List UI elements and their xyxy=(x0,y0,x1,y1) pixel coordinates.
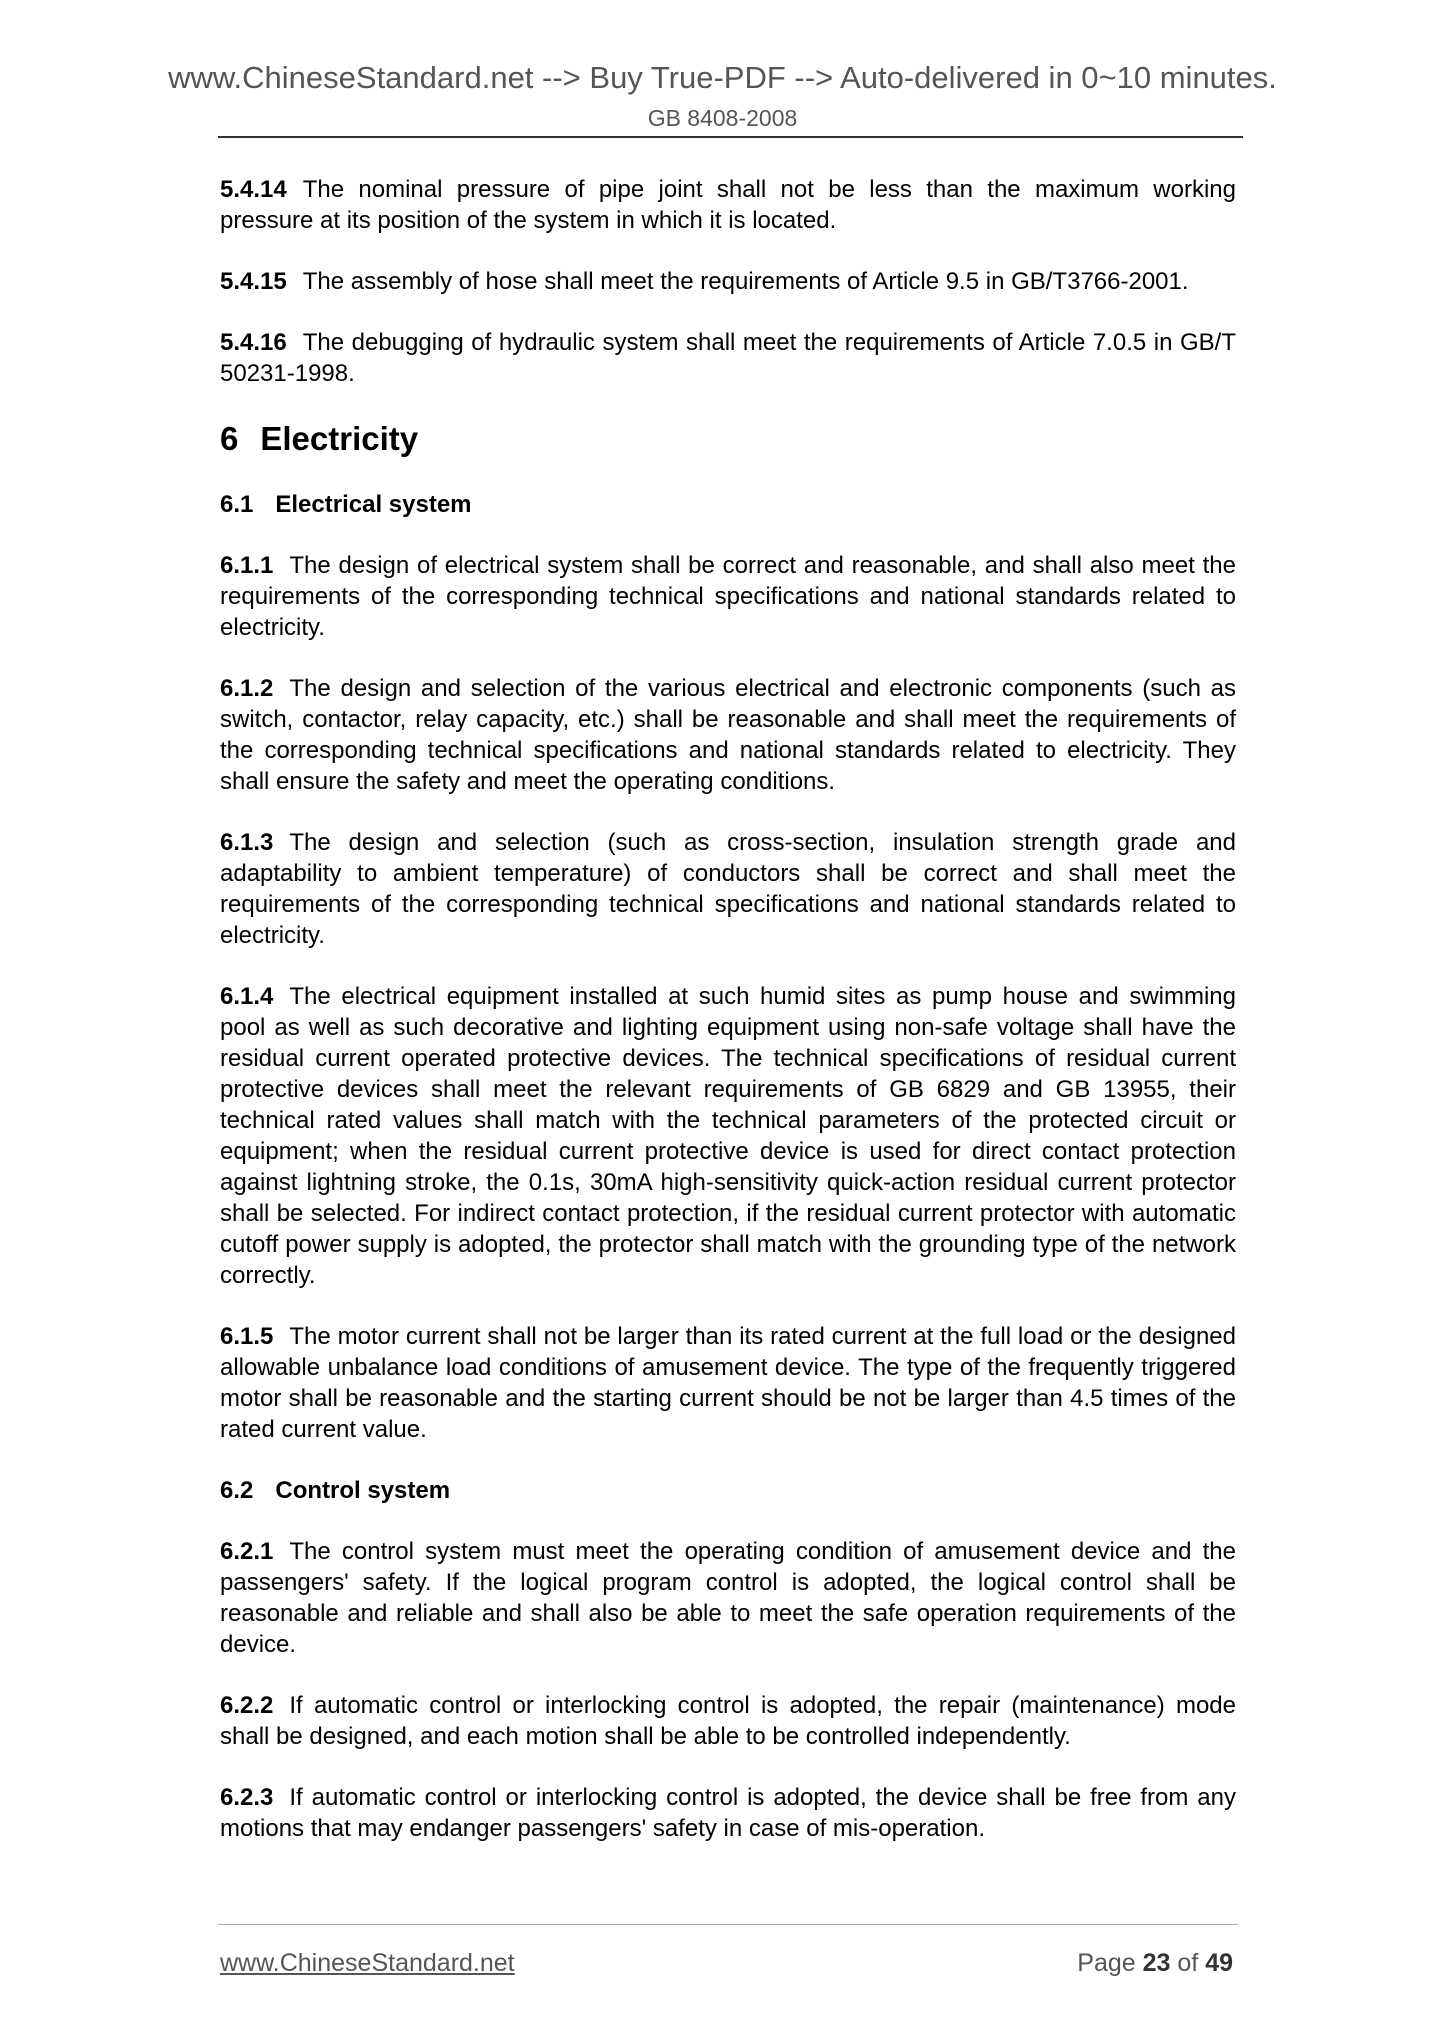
header-banner: www.ChineseStandard.net --> Buy True-PDF --> Auto-delivered in 0~10 minutes. xyxy=(168,60,1277,95)
clause-number: 5.4.16 xyxy=(220,329,287,356)
clause-text: The nominal pressure of pipe joint shall not be less than the maximum working pressure at its position of the system in which it is located. xyxy=(220,176,1236,234)
section-heading-6 xyxy=(220,419,1236,459)
page-indicator xyxy=(1077,1948,1233,1978)
clause-number: 5.4.14 xyxy=(220,176,287,203)
clause-number: 6.2.2 xyxy=(220,1692,274,1719)
clause-number: 6.2.3 xyxy=(220,1784,274,1811)
section-number: 6 xyxy=(220,420,239,457)
clause-number: 6.1.1 xyxy=(220,552,274,579)
of-word: of xyxy=(1177,1949,1199,1977)
clause-number: 6.1.4 xyxy=(220,983,274,1010)
clause-text: If automatic control or interlocking control is adopted, the repair (maintenance) mode shall be designed, and each motion shall be able to be controlled independently. xyxy=(220,1692,1236,1750)
clause-6-1-5 xyxy=(220,1321,1236,1445)
page-word: Page xyxy=(1077,1949,1136,1977)
clause-text: The motor current shall not be larger than its rated current at the full load or the designed allowable unbalance load conditions of amusement device. The type of the frequently triggered motor shall be reasonable and the starting current should be not be larger than 4.5 times of the rated current value. xyxy=(220,1323,1236,1443)
clause-text: The electrical equipment installed at such humid sites as pump house and swimming pool as well as such decorative and lighting equipment using non-safe voltage shall have the residual current operated protective devices. The technical specifications of residual current protective devices shall meet the relevant requirements of GB 6829 and GB 13955, their technical rated values shall match with the technical parameters of the protected circuit or equipment; when the residual current protective device is used for direct contact protection against lightning stroke, the 0.1s, 30mA high-sensitivity quick-action residual current protector shall be selected. For indirect contact protection, if the residual current protector with automatic cutoff power supply is adopted, the protector shall match with the grounding type of the network correctly. xyxy=(220,983,1236,1289)
footer-site-link[interactable]: www.ChineseStandard.net xyxy=(220,1949,515,1977)
clause-number: 6.1.3 xyxy=(220,829,274,856)
clause-6-1-4 xyxy=(220,981,1236,1291)
clause-6-1-3 xyxy=(220,827,1236,951)
clause-6-1-1 xyxy=(220,550,1236,643)
subsection-heading-6-1 xyxy=(220,489,1236,520)
clause-5-4-15 xyxy=(220,266,1236,297)
page-number: 23 xyxy=(1142,1949,1171,1977)
clause-5-4-14 xyxy=(220,174,1236,236)
document-id: GB 8408-2008 xyxy=(647,105,798,131)
subsection-number: 6.1 xyxy=(220,491,254,518)
clause-text: The control system must meet the operating condition of amusement device and the passengers' safety. If the logical program control is adopted, the logical control shall be reasonable and reliable and shall also be able to meet the safe operation requirements of the device. xyxy=(220,1538,1236,1658)
clause-text: The debugging of hydraulic system shall meet the requirements of Article 7.0.5 in GB/T 50231-1998. xyxy=(220,329,1236,387)
clause-6-2-1 xyxy=(220,1536,1236,1660)
subsection-title: Control system xyxy=(275,1477,451,1504)
clause-text: The design and selection (such as cross-section, insulation strength grade and adaptability to ambient temperature) of conductors shall be correct and shall meet the requirements of the corresponding technical specifications and national standards related to electricity. xyxy=(220,829,1236,949)
section-title: Electricity xyxy=(260,420,419,457)
clause-number: 6.1.2 xyxy=(220,675,274,702)
subsection-heading-6-2 xyxy=(220,1475,1236,1506)
subsection-number: 6.2 xyxy=(220,1477,254,1504)
clause-number: 6.2.1 xyxy=(220,1538,274,1565)
clause-number: 6.1.5 xyxy=(220,1323,274,1350)
clause-number: 5.4.15 xyxy=(220,268,287,295)
clause-text: The assembly of hose shall meet the requirements of Article 9.5 in GB/T3766-2001. xyxy=(302,268,1189,295)
clause-6-2-2 xyxy=(220,1690,1236,1752)
clause-text: The design of electrical system shall be correct and reasonable, and shall also meet the requirements of the corresponding technical specifications and national standards related to electricity. xyxy=(220,552,1236,641)
clause-5-4-16 xyxy=(220,327,1236,389)
clause-text: The design and selection of the various electrical and electronic components (such as switch, contactor, relay capacity, etc.) shall be reasonable and shall meet the requirements of the corresponding technical specifications and national standards related to electricity. They shall ensure the safety and meet the operating conditions. xyxy=(220,675,1236,795)
clause-text: If automatic control or interlocking control is adopted, the device shall be free from any motions that may endanger passengers' safety in case of mis-operation. xyxy=(220,1784,1236,1842)
clause-6-1-2 xyxy=(220,673,1236,797)
footer-divider xyxy=(218,1924,1238,1925)
header-divider xyxy=(218,136,1243,138)
page-total: 49 xyxy=(1205,1949,1233,1977)
subsection-title: Electrical system xyxy=(275,491,472,518)
clause-6-2-3 xyxy=(220,1782,1236,1844)
page-content xyxy=(220,174,1236,1874)
